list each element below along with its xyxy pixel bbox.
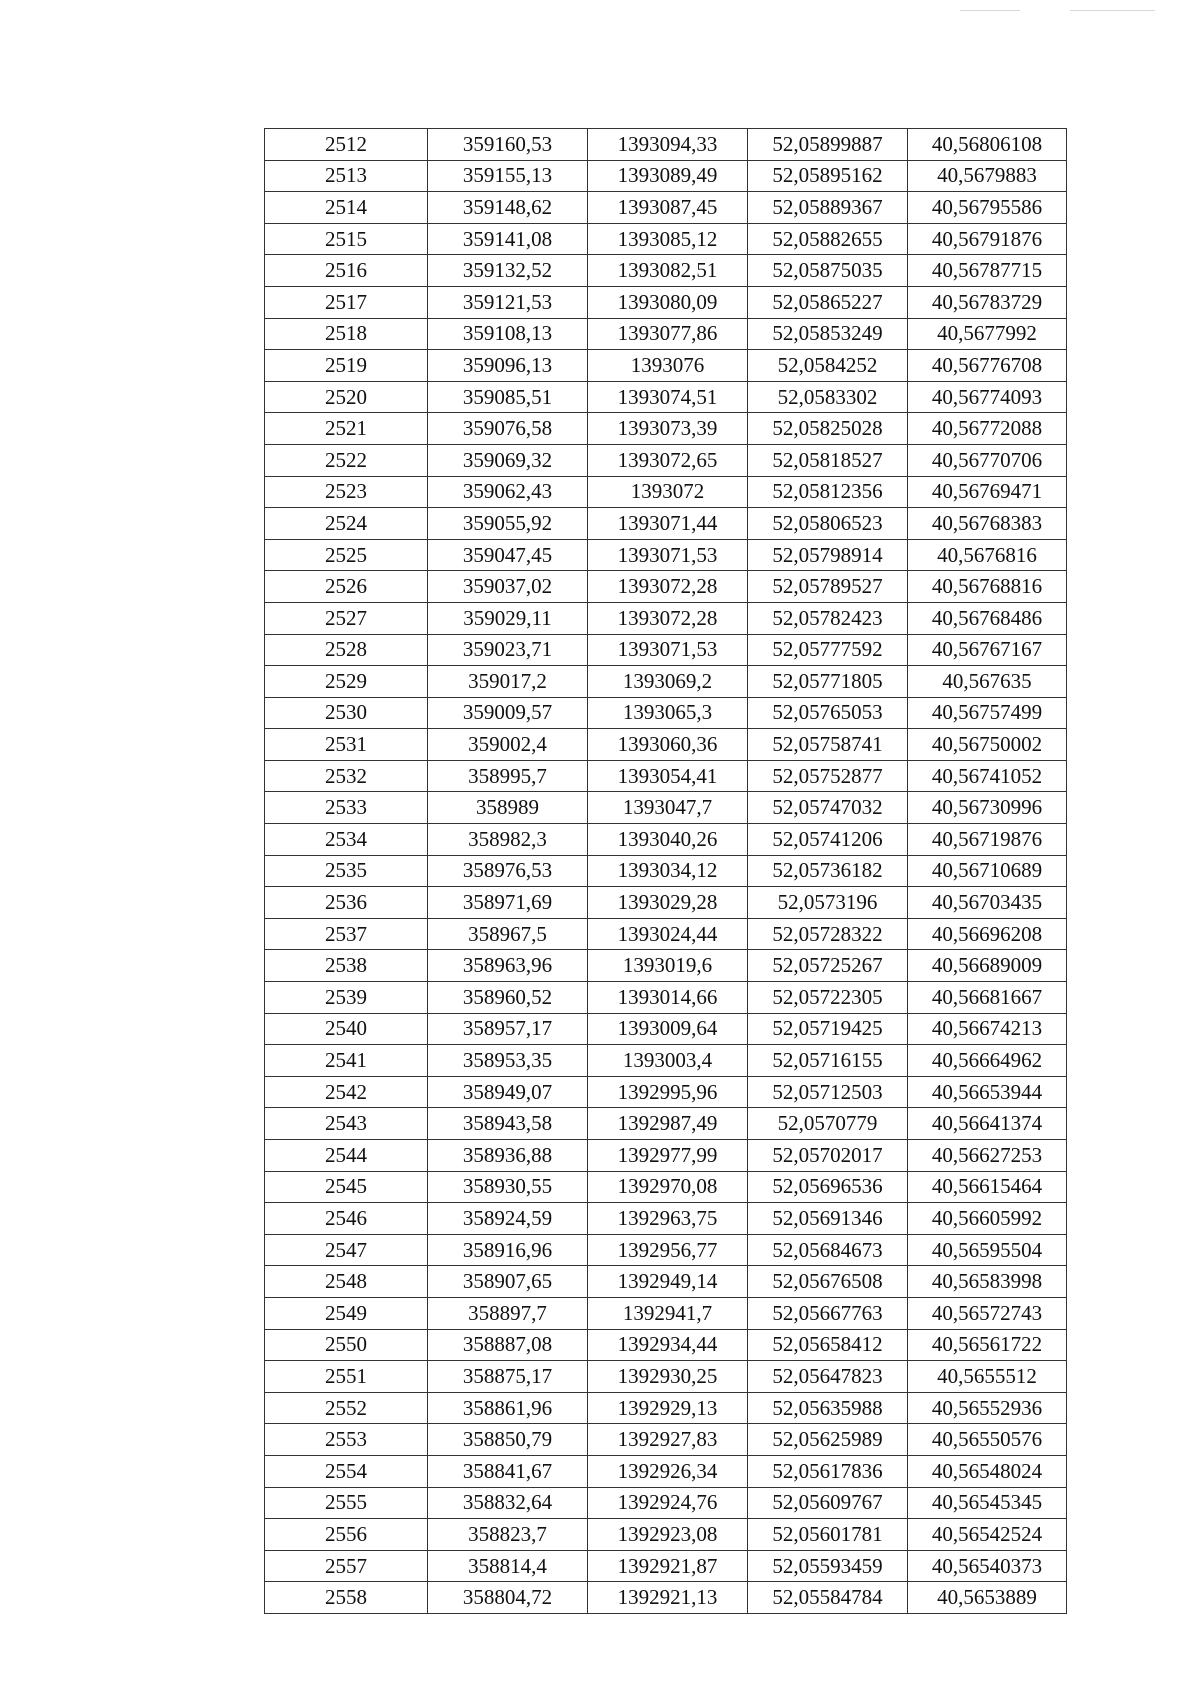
y-coordinate-cell: 1392923,08 — [588, 1519, 748, 1551]
x-coordinate-cell: 359062,43 — [428, 476, 588, 508]
longitude-cell: 40,56627253 — [908, 1140, 1067, 1172]
latitude-cell: 52,05658412 — [748, 1329, 908, 1361]
point-number-cell: 2529 — [265, 666, 428, 698]
y-coordinate-cell: 1393094,33 — [588, 129, 748, 161]
table-row — [265, 1140, 1067, 1172]
table-row — [265, 413, 1067, 445]
x-coordinate-cell: 359069,32 — [428, 444, 588, 476]
latitude-cell: 52,0584252 — [748, 350, 908, 382]
x-coordinate-cell: 358823,7 — [428, 1519, 588, 1551]
longitude-cell: 40,56791876 — [908, 223, 1067, 255]
latitude-cell: 52,05625989 — [748, 1424, 908, 1456]
x-coordinate-cell: 358814,4 — [428, 1550, 588, 1582]
latitude-cell: 52,05719425 — [748, 1013, 908, 1045]
table-row — [265, 1076, 1067, 1108]
x-coordinate-cell: 358953,35 — [428, 1045, 588, 1077]
x-coordinate-cell: 358936,88 — [428, 1140, 588, 1172]
latitude-cell: 52,05722305 — [748, 982, 908, 1014]
point-number-cell: 2523 — [265, 476, 428, 508]
longitude-cell: 40,56719876 — [908, 824, 1067, 856]
latitude-cell: 52,05676508 — [748, 1266, 908, 1298]
y-coordinate-cell: 1392987,49 — [588, 1108, 748, 1140]
x-coordinate-cell: 358943,58 — [428, 1108, 588, 1140]
y-coordinate-cell: 1392926,34 — [588, 1455, 748, 1487]
longitude-cell: 40,56545345 — [908, 1487, 1067, 1519]
x-coordinate-cell: 358887,08 — [428, 1329, 588, 1361]
table-row — [265, 1519, 1067, 1551]
x-coordinate-cell: 358897,7 — [428, 1297, 588, 1329]
table-row — [265, 1392, 1067, 1424]
longitude-cell: 40,56703435 — [908, 887, 1067, 919]
x-coordinate-cell: 358916,96 — [428, 1234, 588, 1266]
longitude-cell: 40,5653889 — [908, 1582, 1067, 1614]
longitude-cell: 40,56767167 — [908, 634, 1067, 666]
y-coordinate-cell: 1393072,65 — [588, 444, 748, 476]
latitude-cell: 52,05895162 — [748, 160, 908, 192]
latitude-cell: 52,05725267 — [748, 950, 908, 982]
point-number-cell: 2554 — [265, 1455, 428, 1487]
latitude-cell: 52,05584784 — [748, 1582, 908, 1614]
table-row — [265, 950, 1067, 982]
y-coordinate-cell: 1392977,99 — [588, 1140, 748, 1172]
y-coordinate-cell: 1392929,13 — [588, 1392, 748, 1424]
scan-artifact-marks — [960, 8, 1180, 14]
longitude-cell: 40,56561722 — [908, 1329, 1067, 1361]
x-coordinate-cell: 359037,02 — [428, 571, 588, 603]
latitude-cell: 52,05806523 — [748, 508, 908, 540]
longitude-cell: 40,56595504 — [908, 1234, 1067, 1266]
latitude-cell: 52,05741206 — [748, 824, 908, 856]
table-row — [265, 697, 1067, 729]
longitude-cell: 40,5679883 — [908, 160, 1067, 192]
x-coordinate-cell: 358982,3 — [428, 824, 588, 856]
point-number-cell: 2545 — [265, 1171, 428, 1203]
y-coordinate-cell: 1392963,75 — [588, 1203, 748, 1235]
x-coordinate-cell: 358850,79 — [428, 1424, 588, 1456]
y-coordinate-cell: 1393073,39 — [588, 413, 748, 445]
x-coordinate-cell: 359132,52 — [428, 255, 588, 287]
x-coordinate-cell: 359160,53 — [428, 129, 588, 161]
latitude-cell: 52,05825028 — [748, 413, 908, 445]
table-row — [265, 350, 1067, 382]
y-coordinate-cell: 1393034,12 — [588, 855, 748, 887]
x-coordinate-cell: 358976,53 — [428, 855, 588, 887]
x-coordinate-cell: 359141,08 — [428, 223, 588, 255]
point-number-cell: 2536 — [265, 887, 428, 919]
y-coordinate-cell: 1393009,64 — [588, 1013, 748, 1045]
longitude-cell: 40,56548024 — [908, 1455, 1067, 1487]
y-coordinate-cell: 1393085,12 — [588, 223, 748, 255]
latitude-cell: 52,05865227 — [748, 286, 908, 318]
latitude-cell: 52,05875035 — [748, 255, 908, 287]
latitude-cell: 52,05728322 — [748, 918, 908, 950]
y-coordinate-cell: 1393019,6 — [588, 950, 748, 982]
point-number-cell: 2547 — [265, 1234, 428, 1266]
longitude-cell: 40,56795586 — [908, 192, 1067, 224]
latitude-cell: 52,05635988 — [748, 1392, 908, 1424]
y-coordinate-cell: 1393072,28 — [588, 571, 748, 603]
table-row — [265, 1234, 1067, 1266]
longitude-cell: 40,56572743 — [908, 1297, 1067, 1329]
x-coordinate-cell: 358971,69 — [428, 887, 588, 919]
y-coordinate-cell: 1393071,53 — [588, 539, 748, 571]
longitude-cell: 40,56542524 — [908, 1519, 1067, 1551]
latitude-cell: 52,05812356 — [748, 476, 908, 508]
x-coordinate-cell: 359017,2 — [428, 666, 588, 698]
y-coordinate-cell: 1393069,2 — [588, 666, 748, 698]
x-coordinate-cell: 359121,53 — [428, 286, 588, 318]
y-coordinate-cell: 1392921,87 — [588, 1550, 748, 1582]
table-row — [265, 381, 1067, 413]
x-coordinate-cell: 358875,17 — [428, 1361, 588, 1393]
longitude-cell: 40,56750002 — [908, 729, 1067, 761]
y-coordinate-cell: 1392995,96 — [588, 1076, 748, 1108]
x-coordinate-cell: 358989 — [428, 792, 588, 824]
table-row — [265, 1487, 1067, 1519]
point-number-cell: 2535 — [265, 855, 428, 887]
point-number-cell: 2552 — [265, 1392, 428, 1424]
table-row — [265, 223, 1067, 255]
table-row — [265, 982, 1067, 1014]
latitude-cell: 52,0573196 — [748, 887, 908, 919]
latitude-cell: 52,05765053 — [748, 697, 908, 729]
y-coordinate-cell: 1393040,26 — [588, 824, 748, 856]
y-coordinate-cell: 1393029,28 — [588, 887, 748, 919]
longitude-cell: 40,56776708 — [908, 350, 1067, 382]
coordinates-table — [264, 128, 1067, 1614]
scan-mark — [1070, 10, 1155, 11]
point-number-cell: 2557 — [265, 1550, 428, 1582]
point-number-cell: 2558 — [265, 1582, 428, 1614]
y-coordinate-cell: 1393080,09 — [588, 286, 748, 318]
point-number-cell: 2512 — [265, 129, 428, 161]
scan-mark — [960, 10, 1020, 11]
latitude-cell: 52,05712503 — [748, 1076, 908, 1108]
x-coordinate-cell: 358949,07 — [428, 1076, 588, 1108]
x-coordinate-cell: 359148,62 — [428, 192, 588, 224]
latitude-cell: 52,05818527 — [748, 444, 908, 476]
longitude-cell: 40,56730996 — [908, 792, 1067, 824]
latitude-cell: 52,05601781 — [748, 1519, 908, 1551]
table-row — [265, 666, 1067, 698]
x-coordinate-cell: 358861,96 — [428, 1392, 588, 1424]
longitude-cell: 40,5655512 — [908, 1361, 1067, 1393]
longitude-cell: 40,56768486 — [908, 602, 1067, 634]
table-row — [265, 792, 1067, 824]
point-number-cell: 2522 — [265, 444, 428, 476]
longitude-cell: 40,56710689 — [908, 855, 1067, 887]
x-coordinate-cell: 359055,92 — [428, 508, 588, 540]
table-row — [265, 887, 1067, 919]
x-coordinate-cell: 358924,59 — [428, 1203, 588, 1235]
latitude-cell: 52,05647823 — [748, 1361, 908, 1393]
table-row — [265, 729, 1067, 761]
y-coordinate-cell: 1392924,76 — [588, 1487, 748, 1519]
x-coordinate-cell: 358967,5 — [428, 918, 588, 950]
point-number-cell: 2540 — [265, 1013, 428, 1045]
y-coordinate-cell: 1392970,08 — [588, 1171, 748, 1203]
x-coordinate-cell: 359076,58 — [428, 413, 588, 445]
y-coordinate-cell: 1392949,14 — [588, 1266, 748, 1298]
y-coordinate-cell: 1392930,25 — [588, 1361, 748, 1393]
table-row — [265, 192, 1067, 224]
point-number-cell: 2527 — [265, 602, 428, 634]
point-number-cell: 2537 — [265, 918, 428, 950]
longitude-cell: 40,56769471 — [908, 476, 1067, 508]
x-coordinate-cell: 359096,13 — [428, 350, 588, 382]
table-row — [265, 539, 1067, 571]
latitude-cell: 52,0583302 — [748, 381, 908, 413]
point-number-cell: 2533 — [265, 792, 428, 824]
longitude-cell: 40,56615464 — [908, 1171, 1067, 1203]
latitude-cell: 52,05736182 — [748, 855, 908, 887]
table-row — [265, 855, 1067, 887]
x-coordinate-cell: 359108,13 — [428, 318, 588, 350]
latitude-cell: 52,05716155 — [748, 1045, 908, 1077]
latitude-cell: 52,05798914 — [748, 539, 908, 571]
table-row — [265, 1550, 1067, 1582]
y-coordinate-cell: 1392927,83 — [588, 1424, 748, 1456]
longitude-cell: 40,5676816 — [908, 539, 1067, 571]
y-coordinate-cell: 1393072,28 — [588, 602, 748, 634]
longitude-cell: 40,567635 — [908, 666, 1067, 698]
table-row — [265, 318, 1067, 350]
longitude-cell: 40,56783729 — [908, 286, 1067, 318]
y-coordinate-cell: 1392921,13 — [588, 1582, 748, 1614]
table-row — [265, 476, 1067, 508]
latitude-cell: 52,05609767 — [748, 1487, 908, 1519]
point-number-cell: 2532 — [265, 760, 428, 792]
point-number-cell: 2515 — [265, 223, 428, 255]
x-coordinate-cell: 359002,4 — [428, 729, 588, 761]
y-coordinate-cell: 1393014,66 — [588, 982, 748, 1014]
point-number-cell: 2513 — [265, 160, 428, 192]
y-coordinate-cell: 1393089,49 — [588, 160, 748, 192]
latitude-cell: 52,05691346 — [748, 1203, 908, 1235]
table-row — [265, 1013, 1067, 1045]
x-coordinate-cell: 359047,45 — [428, 539, 588, 571]
y-coordinate-cell: 1393071,44 — [588, 508, 748, 540]
point-number-cell: 2525 — [265, 539, 428, 571]
point-number-cell: 2530 — [265, 697, 428, 729]
x-coordinate-cell: 358804,72 — [428, 1582, 588, 1614]
longitude-cell: 40,56674213 — [908, 1013, 1067, 1045]
latitude-cell: 52,05782423 — [748, 602, 908, 634]
point-number-cell: 2534 — [265, 824, 428, 856]
point-number-cell: 2528 — [265, 634, 428, 666]
table-row — [265, 1361, 1067, 1393]
latitude-cell: 52,05758741 — [748, 729, 908, 761]
y-coordinate-cell: 1393047,7 — [588, 792, 748, 824]
latitude-cell: 52,05752877 — [748, 760, 908, 792]
table-row — [265, 1171, 1067, 1203]
x-coordinate-cell: 358930,55 — [428, 1171, 588, 1203]
table-row — [265, 1582, 1067, 1614]
y-coordinate-cell: 1393072 — [588, 476, 748, 508]
x-coordinate-cell: 358963,96 — [428, 950, 588, 982]
longitude-cell: 40,56770706 — [908, 444, 1067, 476]
x-coordinate-cell: 359009,57 — [428, 697, 588, 729]
y-coordinate-cell: 1393060,36 — [588, 729, 748, 761]
point-number-cell: 2514 — [265, 192, 428, 224]
y-coordinate-cell: 1393082,51 — [588, 255, 748, 287]
longitude-cell: 40,56774093 — [908, 381, 1067, 413]
x-coordinate-cell: 358957,17 — [428, 1013, 588, 1045]
x-coordinate-cell: 358995,7 — [428, 760, 588, 792]
latitude-cell: 52,05889367 — [748, 192, 908, 224]
longitude-cell: 40,56768383 — [908, 508, 1067, 540]
table-row — [265, 255, 1067, 287]
y-coordinate-cell: 1392956,77 — [588, 1234, 748, 1266]
table-row — [265, 1424, 1067, 1456]
longitude-cell: 40,56653944 — [908, 1076, 1067, 1108]
y-coordinate-cell: 1393065,3 — [588, 697, 748, 729]
table-row — [265, 1203, 1067, 1235]
y-coordinate-cell: 1392941,7 — [588, 1297, 748, 1329]
longitude-cell: 40,56806108 — [908, 129, 1067, 161]
y-coordinate-cell: 1393024,44 — [588, 918, 748, 950]
point-number-cell: 2518 — [265, 318, 428, 350]
y-coordinate-cell: 1393074,51 — [588, 381, 748, 413]
x-coordinate-cell: 358960,52 — [428, 982, 588, 1014]
longitude-cell: 40,56689009 — [908, 950, 1067, 982]
table-row — [265, 129, 1067, 161]
point-number-cell: 2542 — [265, 1076, 428, 1108]
latitude-cell: 52,05593459 — [748, 1550, 908, 1582]
point-number-cell: 2543 — [265, 1108, 428, 1140]
latitude-cell: 52,05853249 — [748, 318, 908, 350]
x-coordinate-cell: 359029,11 — [428, 602, 588, 634]
table-row — [265, 1297, 1067, 1329]
point-number-cell: 2538 — [265, 950, 428, 982]
point-number-cell: 2544 — [265, 1140, 428, 1172]
table-row — [265, 602, 1067, 634]
longitude-cell: 40,56696208 — [908, 918, 1067, 950]
longitude-cell: 40,56787715 — [908, 255, 1067, 287]
longitude-cell: 40,56641374 — [908, 1108, 1067, 1140]
longitude-cell: 40,56605992 — [908, 1203, 1067, 1235]
point-number-cell: 2551 — [265, 1361, 428, 1393]
point-number-cell: 2548 — [265, 1266, 428, 1298]
y-coordinate-cell: 1393077,86 — [588, 318, 748, 350]
point-number-cell: 2553 — [265, 1424, 428, 1456]
longitude-cell: 40,56583998 — [908, 1266, 1067, 1298]
point-number-cell: 2520 — [265, 381, 428, 413]
table-row — [265, 824, 1067, 856]
longitude-cell: 40,56552936 — [908, 1392, 1067, 1424]
x-coordinate-cell: 358832,64 — [428, 1487, 588, 1519]
point-number-cell: 2524 — [265, 508, 428, 540]
y-coordinate-cell: 1393003,4 — [588, 1045, 748, 1077]
point-number-cell: 2549 — [265, 1297, 428, 1329]
point-number-cell: 2531 — [265, 729, 428, 761]
point-number-cell: 2516 — [265, 255, 428, 287]
table-row — [265, 444, 1067, 476]
longitude-cell: 40,5677992 — [908, 318, 1067, 350]
x-coordinate-cell: 358841,67 — [428, 1455, 588, 1487]
y-coordinate-cell: 1393071,53 — [588, 634, 748, 666]
latitude-cell: 52,05771805 — [748, 666, 908, 698]
table-row — [265, 571, 1067, 603]
point-number-cell: 2556 — [265, 1519, 428, 1551]
table-row — [265, 508, 1067, 540]
x-coordinate-cell: 359155,13 — [428, 160, 588, 192]
table-row — [265, 1108, 1067, 1140]
latitude-cell: 52,0570779 — [748, 1108, 908, 1140]
latitude-cell: 52,05702017 — [748, 1140, 908, 1172]
longitude-cell: 40,56540373 — [908, 1550, 1067, 1582]
table-row — [265, 634, 1067, 666]
latitude-cell: 52,05899887 — [748, 129, 908, 161]
x-coordinate-cell: 359085,51 — [428, 381, 588, 413]
point-number-cell: 2521 — [265, 413, 428, 445]
latitude-cell: 52,05777592 — [748, 634, 908, 666]
point-number-cell: 2541 — [265, 1045, 428, 1077]
longitude-cell: 40,56664962 — [908, 1045, 1067, 1077]
y-coordinate-cell: 1393054,41 — [588, 760, 748, 792]
point-number-cell: 2519 — [265, 350, 428, 382]
x-coordinate-cell: 359023,71 — [428, 634, 588, 666]
longitude-cell: 40,56741052 — [908, 760, 1067, 792]
table-row — [265, 918, 1067, 950]
latitude-cell: 52,05696536 — [748, 1171, 908, 1203]
table-row — [265, 286, 1067, 318]
latitude-cell: 52,05789527 — [748, 571, 908, 603]
table-row — [265, 760, 1067, 792]
table-row — [265, 1045, 1067, 1077]
x-coordinate-cell: 358907,65 — [428, 1266, 588, 1298]
table-row — [265, 1266, 1067, 1298]
longitude-cell: 40,56768816 — [908, 571, 1067, 603]
y-coordinate-cell: 1393087,45 — [588, 192, 748, 224]
point-number-cell: 2539 — [265, 982, 428, 1014]
table-row — [265, 1329, 1067, 1361]
longitude-cell: 40,56772088 — [908, 413, 1067, 445]
longitude-cell: 40,56757499 — [908, 697, 1067, 729]
table-row — [265, 160, 1067, 192]
point-number-cell: 2555 — [265, 1487, 428, 1519]
y-coordinate-cell: 1393076 — [588, 350, 748, 382]
point-number-cell: 2546 — [265, 1203, 428, 1235]
coordinates-table-body — [265, 129, 1067, 1614]
latitude-cell: 52,05747032 — [748, 792, 908, 824]
longitude-cell: 40,56550576 — [908, 1424, 1067, 1456]
latitude-cell: 52,05684673 — [748, 1234, 908, 1266]
latitude-cell: 52,05667763 — [748, 1297, 908, 1329]
table-row — [265, 1455, 1067, 1487]
point-number-cell: 2526 — [265, 571, 428, 603]
point-number-cell: 2517 — [265, 286, 428, 318]
latitude-cell: 52,05882655 — [748, 223, 908, 255]
point-number-cell: 2550 — [265, 1329, 428, 1361]
longitude-cell: 40,56681667 — [908, 982, 1067, 1014]
latitude-cell: 52,05617836 — [748, 1455, 908, 1487]
y-coordinate-cell: 1392934,44 — [588, 1329, 748, 1361]
